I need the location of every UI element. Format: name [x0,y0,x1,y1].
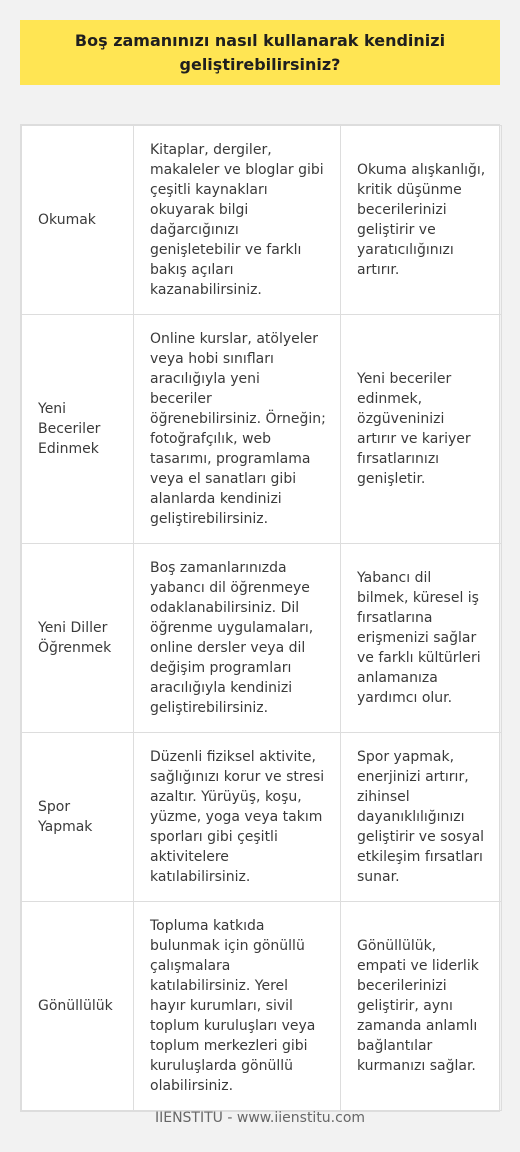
row-description-cell: Boş zamanlarınızda yabancı dil öğrenmeye odaklanabilirsiniz. Dil öğrenme uygulamaları, online dersler veya dil değişim programları aracılığıyla kendinizi geliştirebilirsiniz. [134,544,341,733]
table-row [22,544,502,733]
title-banner [20,20,500,85]
row-description-cell: Kitaplar, dergiler, makaleler ve bloglar gibi çeşitli kaynakları okuyarak bilgi dağarcığınızı genişletebilir ve farklı bakış açıları kazanabilirsiniz. [134,126,341,315]
table-row [22,126,502,315]
row-topic-cell: Gönüllülük [22,902,134,1111]
content-table-container [20,124,500,1112]
row-topic-cell: Yeni Beceriler Edinmek [22,315,134,544]
row-benefit-cell: Spor yapmak, enerjinizi artırır, zihinsel dayanıklılığınızı geliştirir ve sosyal etkileşim fırsatları sunar. [341,733,502,902]
footer-credit: IIENSTITU - www.iienstitu.com [154,1110,366,1126]
content-table [21,125,502,1111]
table-row [22,733,502,902]
table-row [22,315,502,544]
row-description-cell: Topluma katkıda bulunmak için gönüllü çalışmalara katılabilirsiniz. Yerel hayır kurumları, sivil toplum kuruluşları veya toplum merkezleri gibi kuruluşlarda gönüllü olabilirsiniz. [134,902,341,1111]
row-topic-cell: Okumak [22,126,134,315]
row-topic-cell: Spor Yapmak [22,733,134,902]
row-description-cell: Online kurslar, atölyeler veya hobi sınıfları aracılığıyla yeni beceriler öğrenebilirsiniz. Örneğin; fotoğrafçılık, web tasarımı, programlama veya el sanatları gibi alanlarda kendinizi geliştirebilirsiniz. [134,315,341,544]
row-description-cell: Düzenli fiziksel aktivite, sağlığınızı korur ve stresi azaltır. Yürüyüş, koşu, yüzme, yoga veya takım sporları gibi çeşitli aktivitelere katılabilirsiniz. [134,733,341,902]
row-topic-cell: Yeni Diller Öğrenmek [22,544,134,733]
page-title: Boş zamanınızı nasıl kullanarak kendinizi geliştirebilirsiniz? [74,30,446,74]
row-benefit-cell: Okuma alışkanlığı, kritik düşünme becerilerinizi geliştirir ve yaratıcılığınızı artırır. [341,126,502,315]
row-benefit-cell: Yabancı dil bilmek, küresel iş fırsatlarına erişmenizi sağlar ve farklı kültürleri anlamanıza yardımcı olur. [341,544,502,733]
row-benefit-cell: Yeni beceriler edinmek, özgüveninizi artırır ve kariyer fırsatlarınızı genişletir. [341,315,502,544]
table-row [22,902,502,1111]
row-benefit-cell: Gönüllülük, empati ve liderlik becerilerinizi geliştirir, aynı zamanda anlamlı bağlantılar kurmanızı sağlar. [341,902,502,1111]
